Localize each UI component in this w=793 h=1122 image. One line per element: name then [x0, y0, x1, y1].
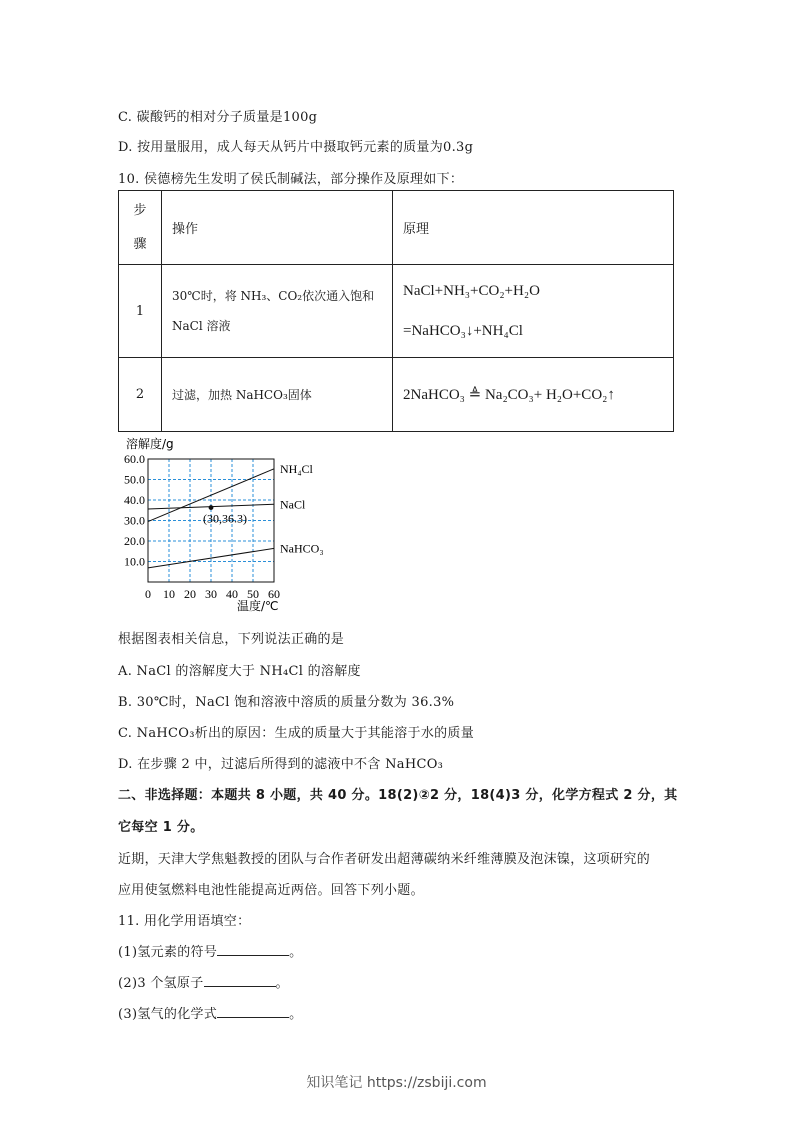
y-tick-label: 20.0 — [124, 534, 145, 548]
option-q9-c: C. 碳酸钙的相对分子质量是100g — [118, 110, 318, 125]
y-tick-label: 50.0 — [124, 472, 145, 487]
intersection-point — [209, 505, 214, 510]
option-q9-d: D. 按用量服用，成人每天从钙片中摄取钙元素的质量为0.3g — [118, 140, 474, 155]
process-table — [118, 190, 674, 432]
x-tick-label: 10 — [163, 587, 175, 601]
answer-blank-3[interactable] — [217, 1007, 289, 1018]
header-step-line1: 步 — [133, 202, 147, 218]
passage-line1: 近期，天津大学焦魁教授的团队与合作者研发出超薄碳纳米纤维薄膜及泡沫镍，这项研究的 — [118, 852, 651, 867]
x-tick-label: 0 — [145, 587, 151, 601]
x-tick-label: 60 — [268, 587, 280, 601]
series-label: NH₄Cl — [280, 461, 313, 476]
question-10-prompt: 根据图表相关信息，下列说法正确的是 — [118, 632, 345, 647]
row2-step: 2 — [119, 358, 162, 432]
answer-blank-1[interactable] — [217, 945, 289, 956]
series-label: NaCl — [280, 497, 306, 512]
item-2-label: (2)3 个氢原子 — [118, 976, 204, 991]
question-10-stem: 10. 侯德榜先生发明了侯氏制碱法，部分操作及原理如下： — [118, 172, 464, 187]
header-step — [119, 191, 162, 265]
row1-operation-line1: 30℃时，将 NH₃、CO₂依次通入饱和 — [172, 289, 375, 303]
solubility-chart — [112, 432, 352, 616]
row1-operation-line2: NaCl 溶液 — [172, 319, 231, 333]
y-tick-label: 30.0 — [124, 513, 145, 528]
item-2-suffix: 。 — [275, 976, 289, 991]
item-1-suffix: 。 — [289, 945, 303, 960]
section-2-heading-line2: 它每空 1 分。 — [118, 820, 204, 835]
row2-principle: 2NaHCO₃ ≜ Na₂CO₃+ H₂O+CO₂↑ — [393, 358, 674, 432]
x-tick-label: 20 — [184, 587, 196, 601]
question-11-item-3 — [118, 1003, 302, 1022]
option-q10-c: C. NaHCO₃析出的原因：生成的质量大于其能溶于水的质量 — [118, 726, 475, 741]
row1-step: 1 — [119, 265, 162, 358]
footer-watermark: 知识笔记 https://zsbiji.com — [306, 1075, 487, 1091]
row1-principle-line2: =NaHCO₃↓+NH₄Cl — [403, 323, 523, 339]
header-step-line2: 骤 — [133, 236, 147, 252]
item-3-label: (3)氢气的化学式 — [118, 1007, 218, 1022]
option-q10-b: B. 30℃时，NaCl 饱和溶液中溶质的质量分数为 36.3% — [118, 695, 455, 710]
question-11-item-2 — [118, 972, 289, 991]
row1-principle-line1: NaCl+NH₃+CO₂+H₂O — [403, 283, 540, 299]
passage-line2: 应用使氢燃料电池性能提高近两倍。回答下列小题。 — [118, 883, 424, 898]
table-row — [119, 358, 674, 432]
x-tick-label: 30 — [205, 587, 217, 601]
question-11-item-1 — [118, 941, 302, 960]
y-tick-label: 60.0 — [124, 452, 145, 466]
x-tick-label: 40 — [226, 587, 238, 601]
item-3-suffix: 。 — [289, 1007, 303, 1022]
question-11-stem: 11. 用化学用语填空： — [118, 914, 251, 929]
row2-operation: 过滤，加热 NaHCO₃固体 — [162, 358, 393, 432]
option-q10-d: D. 在步骤 2 中，过滤后所得到的滤液中不含 NaHCO₃ — [118, 757, 444, 772]
y-tick-label: 40.0 — [124, 493, 145, 507]
x-axis-label: 温度/℃ — [237, 599, 279, 613]
answer-blank-2[interactable] — [204, 976, 276, 987]
section-2-heading-line1: 二、非选择题：本题共 8 小题，共 40 分。18(2)②2 分，18(4)3 分，化学方程式 2 分，其 — [118, 788, 678, 803]
table-row — [119, 265, 674, 358]
y-tick-label: 10.0 — [124, 554, 145, 569]
y-axis-label: 溶解度/g — [126, 437, 174, 451]
option-q10-a: A. NaCl 的溶解度大于 NH₄Cl 的溶解度 — [118, 664, 361, 679]
x-tick-label: 50 — [247, 587, 259, 601]
table-header-row — [119, 191, 674, 265]
row1-principle — [393, 265, 674, 358]
header-operation: 操作 — [162, 191, 393, 265]
item-1-label: (1)氢元素的符号 — [118, 945, 218, 960]
row1-operation — [162, 265, 393, 358]
point-annotation: (30,36.3) — [203, 511, 247, 526]
series-label: NaHCO₃ — [280, 541, 324, 556]
header-principle: 原理 — [393, 191, 674, 265]
